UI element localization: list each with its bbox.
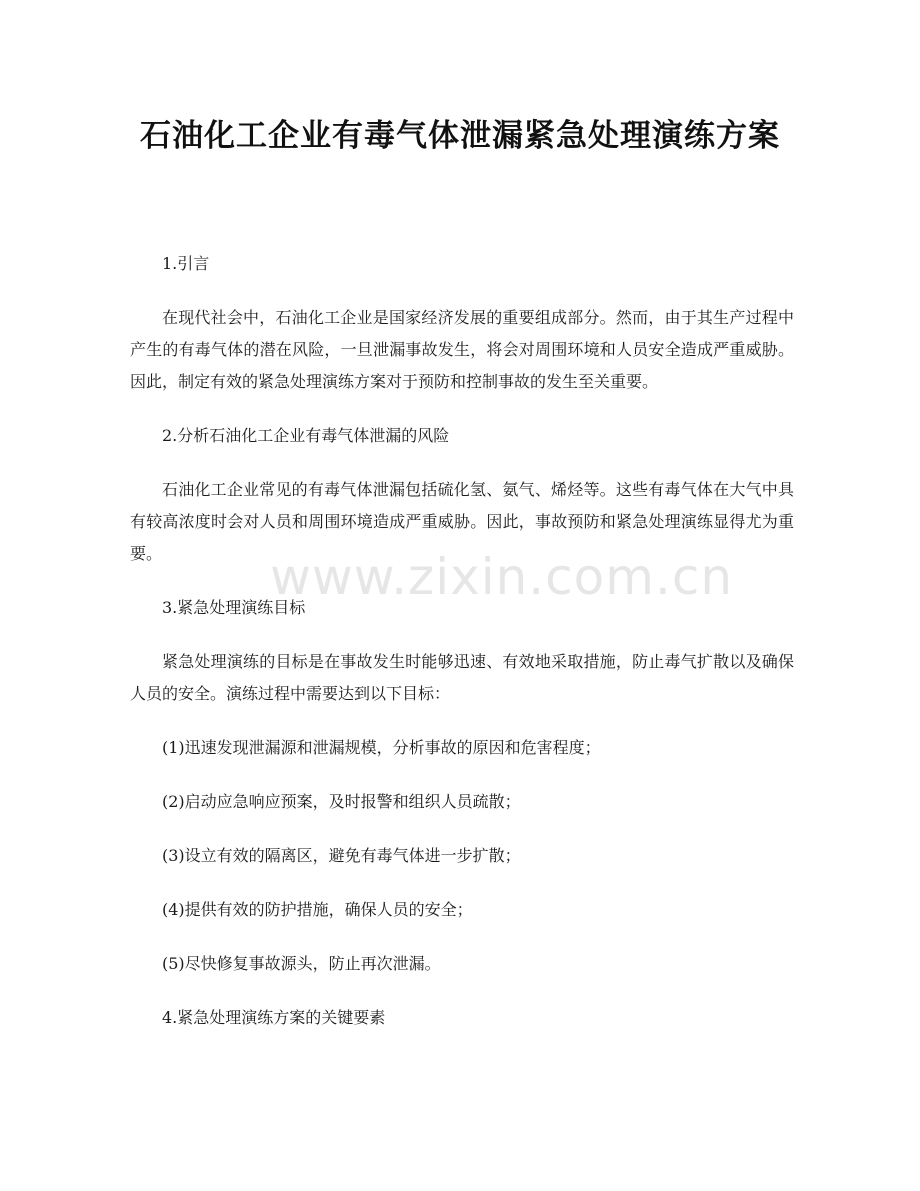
goal-item-2: (2)启动应急响应预案，及时报警和组织人员疏散； xyxy=(162,792,521,811)
paragraph-intro: 在现代社会中，石油化工企业是国家经济发展的重要组成部分。然而，由于其生产过程中产生的有毒气体的潜在风险，一旦泄漏事故发生，将会对周围环境和人员安全造成严重威胁。因此，制定有效的紧急处理演练方案对于预防和控制事故的发生至关重要。 xyxy=(130,308,794,391)
section-heading-goals: 3.紧急处理演练目标 xyxy=(162,598,306,617)
section-heading-risk: 2.分析石油化工企业有毒气体泄漏的风险 xyxy=(162,426,450,445)
section-heading-key-elements: 4.紧急处理演练方案的关键要素 xyxy=(162,1008,386,1027)
paragraph-goals: 紧急处理演练的目标是在事故发生时能够迅速、有效地采取措施，防止毒气扩散以及确保人员的安全。演练过程中需要达到以下目标： xyxy=(130,652,794,703)
section-heading-intro: 1.引言 xyxy=(162,254,210,273)
paragraph-risk: 石油化工企业常见的有毒气体泄漏包括硫化氢、氨气、烯烃等。这些有毒气体在大气中具有较高浓度时会对人员和周围环境造成严重威胁。因此，事故预防和紧急处理演练显得尤为重要。 xyxy=(130,480,794,563)
goal-item-1: (1)迅速发现泄漏源和泄漏规模，分析事故的原因和危害程度； xyxy=(162,738,601,757)
goal-item-3: (3)设立有效的隔离区，避免有毒气体进一步扩散； xyxy=(162,846,521,865)
watermark: www.zixin.com.cn xyxy=(270,548,734,606)
document-body xyxy=(130,248,794,1056)
goal-item-5: (5)尽快修复事故源头，防止再次泄漏。 xyxy=(162,954,441,973)
goal-item-4: (4)提供有效的防护措施，确保人员的安全； xyxy=(162,900,473,919)
document-title: 石油化工企业有毒气体泄漏紧急处理演练方案 xyxy=(140,118,780,154)
